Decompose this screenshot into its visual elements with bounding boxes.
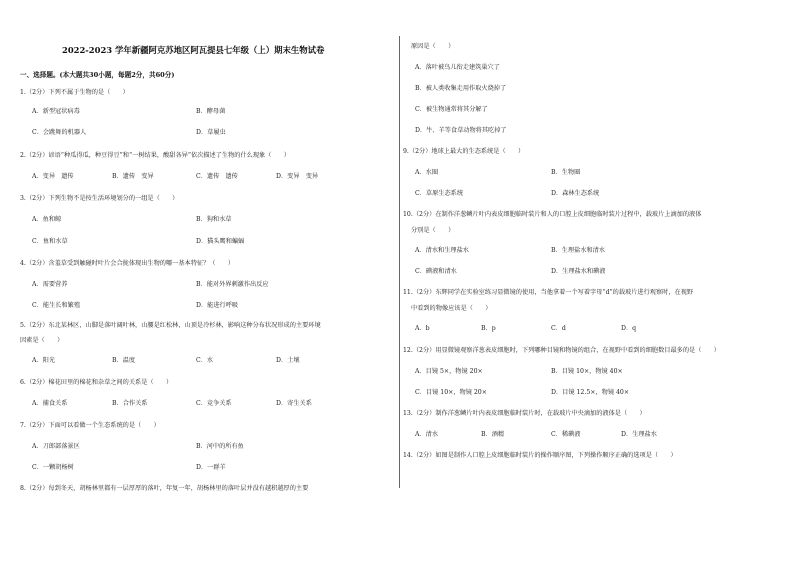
question-8-option-c: C．被生物通常将其分解了	[415, 106, 488, 113]
question-12-option-d: D．目镜 12.5×，物镜 40×	[551, 389, 630, 396]
question-4-option-d: D．能进行呼吸	[196, 302, 239, 309]
question-2-stem: 2.（2分）谚语“种瓜得瓜，种豆得豆”和“一树结果，酸甜各异”依次描述了生物的什么现象（ ）	[20, 152, 290, 159]
question-14-stem: 14.（2分）如图是制作人口腔上皮细胞临时装片的操作顺序图，下列操作顺序正确的选项是（ ）	[403, 452, 677, 459]
question-7-option-d: D．一群羊	[196, 464, 226, 471]
question-7-option-a: A．刀郎部落景区	[32, 443, 80, 450]
question-1-option-b: B．酵母菌	[196, 108, 226, 115]
question-9-option-a: A．水圈	[415, 169, 439, 176]
question-7-option-b: B．河中的所有鱼	[196, 443, 244, 450]
question-9-option-d: D．森林生态系统	[551, 190, 600, 197]
question-5-option-c: C．水	[196, 357, 214, 364]
question-8-option-a: A．落叶被鸟儿衔走建筑巢穴了	[415, 64, 500, 71]
question-5-option-a: A．阳光	[32, 357, 56, 364]
question-5-stem: 5.（2分）东北某林区，山脚是落叶阔叶林，山腰是红松林，山顶是冷杉林，影响这种分布状况形成的主要环境	[20, 322, 321, 329]
question-13-option-c: C．稀碘液	[551, 431, 581, 438]
question-6-option-d: D．寄生关系	[276, 400, 312, 407]
question-8-stem: 8.（2分）每到冬天，胡杨林里都有一层厚厚的落叶，年复一年，胡杨林里的落叶层并没有越积越厚的主要	[20, 485, 309, 492]
question-11-option-c: C．d	[551, 325, 566, 332]
section-heading: 一、选择题。(本大题共30小题，每题2分，共60分)	[20, 71, 175, 79]
question-4-option-b: B．能对外界刺激作出反应	[196, 281, 269, 288]
question-4-stem: 4.（2分）含羞草受到触碰时叶片会合拢体现出生物的哪一基本特征？（ ）	[20, 260, 235, 267]
question-8-option-b: B．被人类收集走用作取火烧掉了	[415, 85, 507, 92]
question-10-option-d: D．生理盐水和碘液	[551, 268, 606, 275]
question-4-option-a: A．需要营养	[32, 281, 68, 288]
question-3-stem: 3.（2分）下列生物不是按生活环境划分的一组是（ ）	[20, 195, 179, 202]
question-13-option-a: A．清水	[415, 431, 439, 438]
question-5-option-b: B．温度	[112, 357, 136, 364]
question-8-stem-cont: 原因是（ ）	[411, 43, 455, 50]
question-6-option-a: A．捕食关系	[32, 400, 68, 407]
question-9-option-b: B．生物圈	[551, 169, 581, 176]
question-11-option-b: B．p	[481, 325, 496, 332]
question-1-option-d: D．草履虫	[196, 129, 226, 136]
question-3-option-a: A．鱼和鲸	[32, 216, 62, 223]
question-7-option-c: C．一颗胡杨树	[32, 464, 74, 471]
question-2-option-b: B．遗传 变异	[112, 173, 154, 180]
question-10-option-b: B．生理盐水和清水	[551, 247, 606, 254]
question-2-option-c: C．遗传 遗传	[196, 173, 238, 180]
question-3-option-d: D．猫头鹰和蝙蝠	[196, 238, 245, 245]
question-13-option-d: D．生理盐水	[621, 431, 657, 438]
question-12-option-c: C．目镜 10×，物镜 20×	[415, 389, 487, 396]
question-7-stem: 7.（2分）下面可以看做一个生态系统的是（ ）	[20, 422, 160, 429]
question-1-option-c: C．会跳舞的机器人	[32, 129, 87, 136]
question-10-stem-cont: 分别是（ ）	[411, 227, 455, 234]
question-10-option-a: A．清水和生理盐水	[415, 247, 469, 254]
question-9-option-c: C．草原生态系统	[415, 190, 464, 197]
question-11-option-d: D．q	[621, 325, 637, 332]
question-13-stem: 13.（2分）制作洋葱鳞片叶内表皮细胞临时装片时，在载玻片中央滴加的液体是（ ）	[403, 410, 646, 417]
column-divider	[399, 36, 400, 488]
question-12-option-a: A．目镜 5×，物镜 20×	[415, 368, 483, 375]
question-6-option-c: C．竞争关系	[196, 400, 232, 407]
question-11-stem-cont: 中看到的物像应该是（ ）	[411, 305, 492, 312]
question-4-option-c: C．能生长和繁殖	[32, 302, 81, 309]
question-8-option-d: D．牛、羊等食草动物将其吃掉了	[415, 127, 507, 134]
question-12-stem: 12.（2分）用显微镜观察洋葱表皮细胞时，下列哪种目镜和物镜的组合，在视野中看到的细胞数目最多的是（ ）	[403, 347, 720, 354]
question-1-option-a: A．新型冠状病毒	[32, 108, 80, 115]
question-2-option-d: D．变异 变异	[276, 173, 319, 180]
question-11-option-a: A．b	[415, 325, 430, 332]
question-5-stem-cont: 因素是（ ）	[20, 337, 64, 344]
question-10-stem: 10.（2分）在制作洋葱鳞片叶内表皮细胞临时装片和人的口腔上皮细胞临时装片过程中，载玻片上滴加的液体	[403, 211, 702, 218]
question-1-stem: 1.（2分）下列不属于生物的是（ ）	[20, 89, 129, 96]
question-3-option-c: C．鱼和水草	[32, 238, 68, 245]
question-12-option-b: B．目镜 10×，物镜 40×	[551, 368, 623, 375]
question-6-option-b: B．合作关系	[112, 400, 148, 407]
question-13-option-b: B．酒精	[481, 431, 505, 438]
question-3-option-b: B．狗和水草	[196, 216, 232, 223]
question-10-option-c: C．碘液和清水	[415, 268, 457, 275]
question-11-stem: 11.（2分）东辉同学在实验室练习显微镜的使用，当他拿着一个写着字母“d”的载玻片进行观察时，在视野	[403, 289, 694, 296]
question-5-option-d: D．土壤	[276, 357, 300, 364]
question-6-stem: 6.（2分）棉花田里的棉花和杂草之间的关系是（ ）	[20, 379, 173, 386]
exam-title: 2022-2023 学年新疆阿克苏地区阿瓦提县七年级（上）期末生物试卷	[62, 45, 325, 55]
question-2-option-a: A．变异 遗传	[32, 173, 74, 180]
question-9-stem: 9.（2分）地球上最大的生态系统是（ ）	[403, 148, 525, 155]
